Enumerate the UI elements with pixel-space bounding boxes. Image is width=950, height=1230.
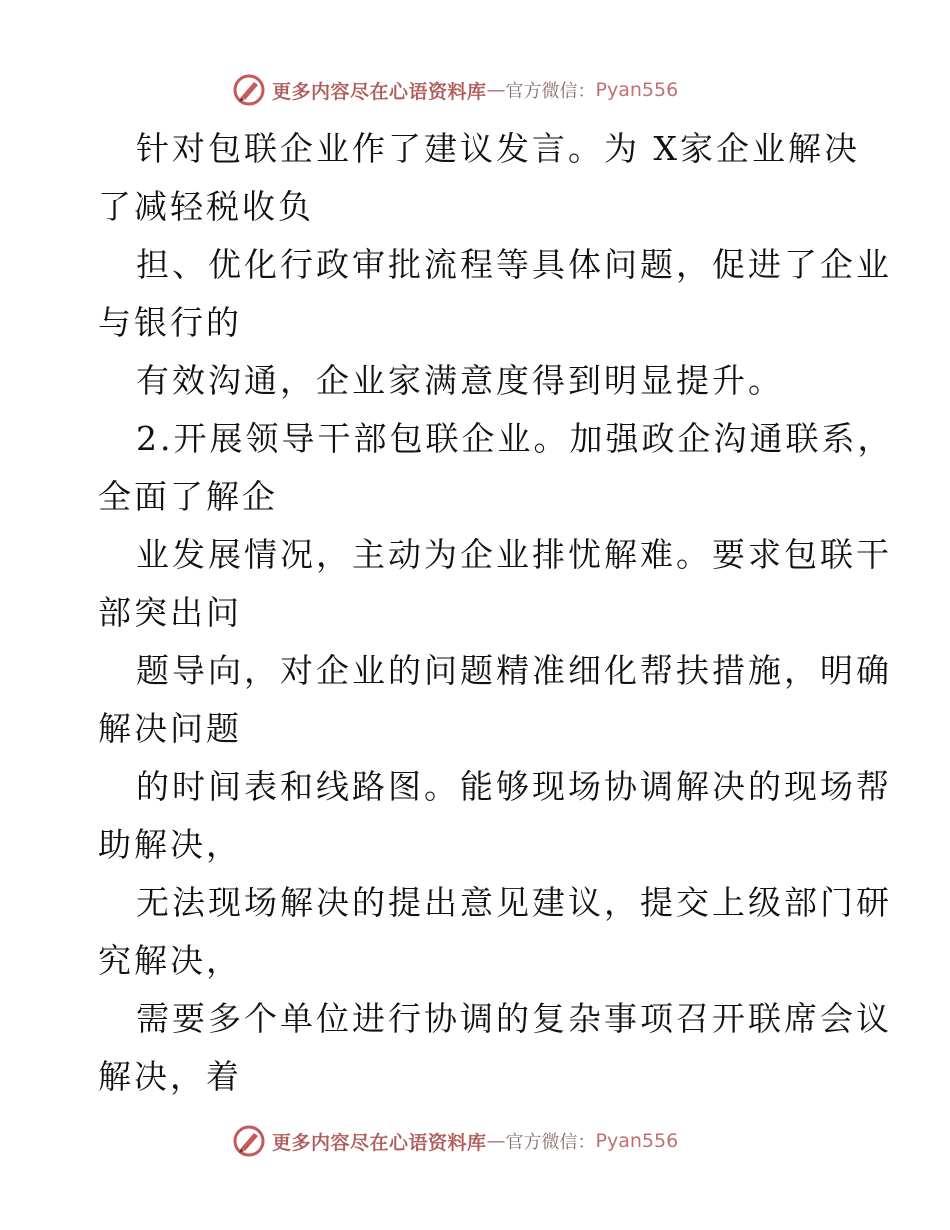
watermark-dash: — [486, 79, 506, 101]
text-line: 究解决， [98, 941, 242, 980]
pen-logo-icon [232, 73, 266, 107]
text-line: 助解决， [98, 825, 242, 864]
watermark-dash: — [486, 1130, 506, 1152]
document-body [98, 120, 894, 1106]
watermark-sub-text: 官方微信： [505, 1132, 596, 1153]
watermark-main-text: 更多内容尽在心语资料库 [272, 80, 487, 103]
watermark-wechat-id: Pyan556 [595, 1130, 679, 1152]
watermark-wechat-id: Pyan556 [595, 79, 679, 101]
text-line: 了减轻税收负 [98, 187, 314, 226]
footer-watermark [232, 1124, 678, 1158]
pen-logo-icon [232, 1124, 266, 1158]
text-line: 业发展情况，主动为企业排忧解难。要求包联干 [136, 535, 892, 574]
watermark-sub-text: 官方微信： [505, 81, 596, 102]
header-watermark [232, 73, 678, 107]
text-line: 解决，着 [98, 1057, 242, 1096]
text-line: 的时间表和线路图。能够现场协调解决的现场帮 [136, 767, 892, 806]
text-line: 全面了解企 [98, 477, 278, 516]
text-line: 部突出问 [98, 593, 242, 632]
text-line: 解决问题 [98, 709, 242, 748]
text-line: 针对包联企业作了建议发言。为 X家企业解决 [136, 129, 860, 168]
text-line: 题导向，对企业的问题精准细化帮扶措施，明确 [136, 651, 892, 690]
text-line: 担、优化行政审批流程等具体问题，促进了企业 [136, 245, 892, 284]
text-line: 需要多个单位进行协调的复杂事项召开联席会议 [136, 999, 892, 1038]
text-line: 无法现场解决的提出意见建议，提交上级部门研 [136, 883, 892, 922]
watermark-main-text: 更多内容尽在心语资料库 [272, 1131, 487, 1154]
text-line: 有效沟通，企业家满意度得到明显提升。 [136, 361, 784, 400]
text-line: 与银行的 [98, 303, 242, 342]
text-line: 2.开展领导干部包联企业。加强政企沟通联系， [136, 419, 894, 458]
